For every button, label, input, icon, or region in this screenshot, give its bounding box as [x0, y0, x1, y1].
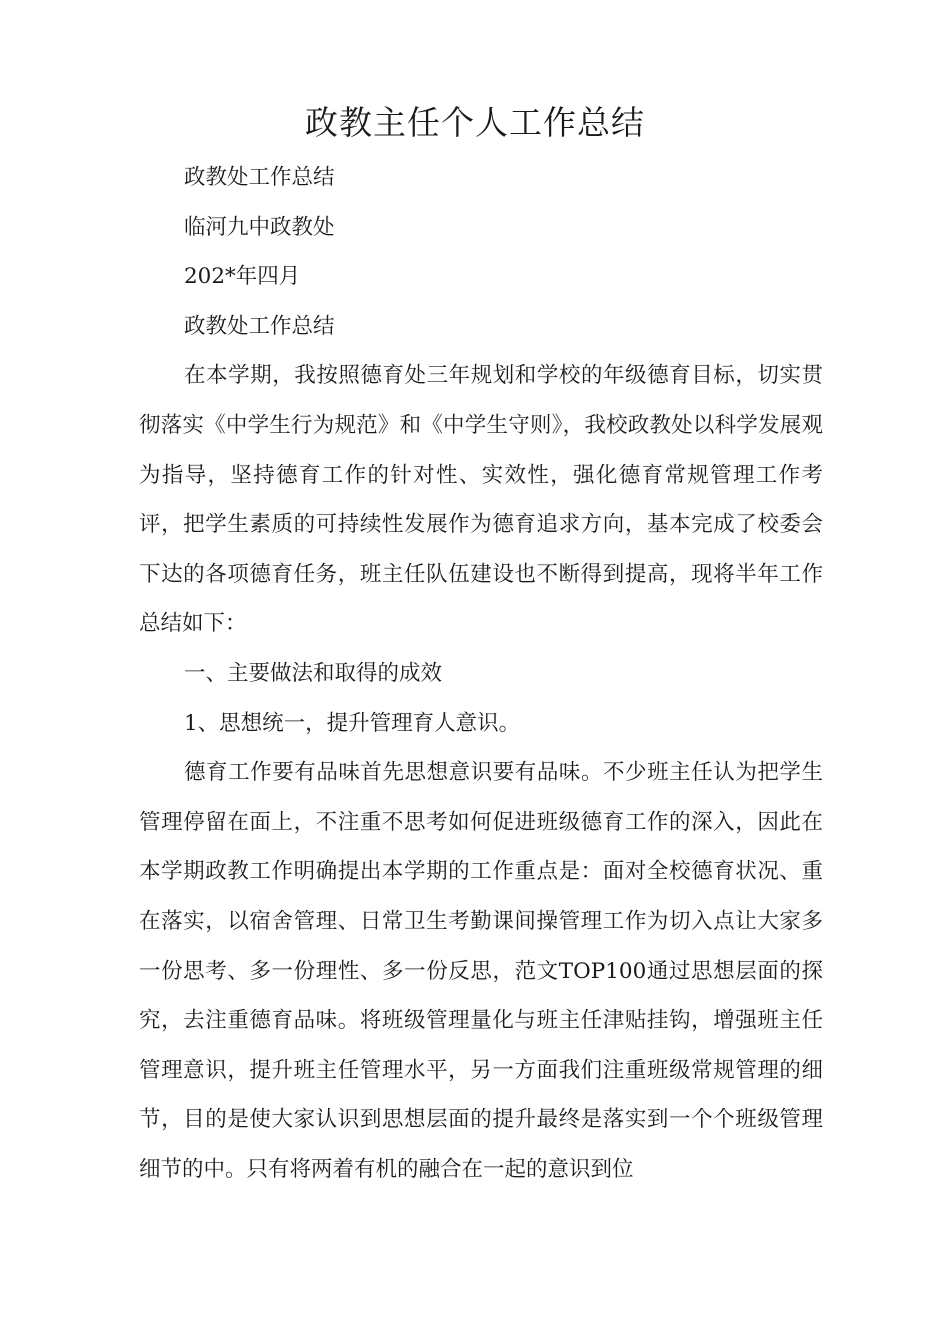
paragraph-body: 德育工作要有品味首先思想意识要有品味。不少班主任认为把学生管理停留在面上，不注重不思考如何促进班级德育工作的深入，因此在本学期政教工作明确提出本学期的工作重点是：面对全校德育状况、重在落实，以宿舍管理、日常卫生考勤课间操管理工作为切入点让大家多一份思考、多一份理性、多一份反思，范文TOP100通过思想层面的探究，去注重德育品味。将班级管理量化与班主任津贴挂钩，增强班主任管理意识，提升班主任管理水平，另一方面我们注重班级常规管理的细节，目的是使大家认识到思想层面的提升最终是落实到一个个班级管理细节的中。只有将两着有机的融合在一起的意识到位 — [139, 760, 823, 1182]
paragraph-date: 202*年四月 — [184, 264, 301, 290]
paragraph-heading-2: 政教处工作总结 — [184, 313, 335, 339]
subsection-heading: 1、思想统一，提升管理育人意识。 — [184, 710, 521, 736]
paragraph-department: 临河九中政教处 — [184, 214, 335, 240]
paragraph-heading-1: 政教处工作总结 — [184, 165, 335, 190]
document-body — [139, 153, 823, 1194]
paragraph-intro: 在本学期，我按照德育处三年规划和学校的年级德育目标，切实贯彻落实《中学生行为规范》和《中学生守则》，我校政教处以科学发展观为指导，坚持德育工作的针对性、实效性，强化德育常规管理工作考评，把学生素质的可持续性发展作为德育追求方向，基本完成了校委会下达的各项德育任务，班主任队伍建设也不断得到提高，现将半年工作总结如下： — [139, 363, 823, 637]
document-title: 政教主任个人工作总结 — [305, 103, 645, 142]
section-heading: 一、主要做法和取得的成效 — [184, 660, 443, 686]
